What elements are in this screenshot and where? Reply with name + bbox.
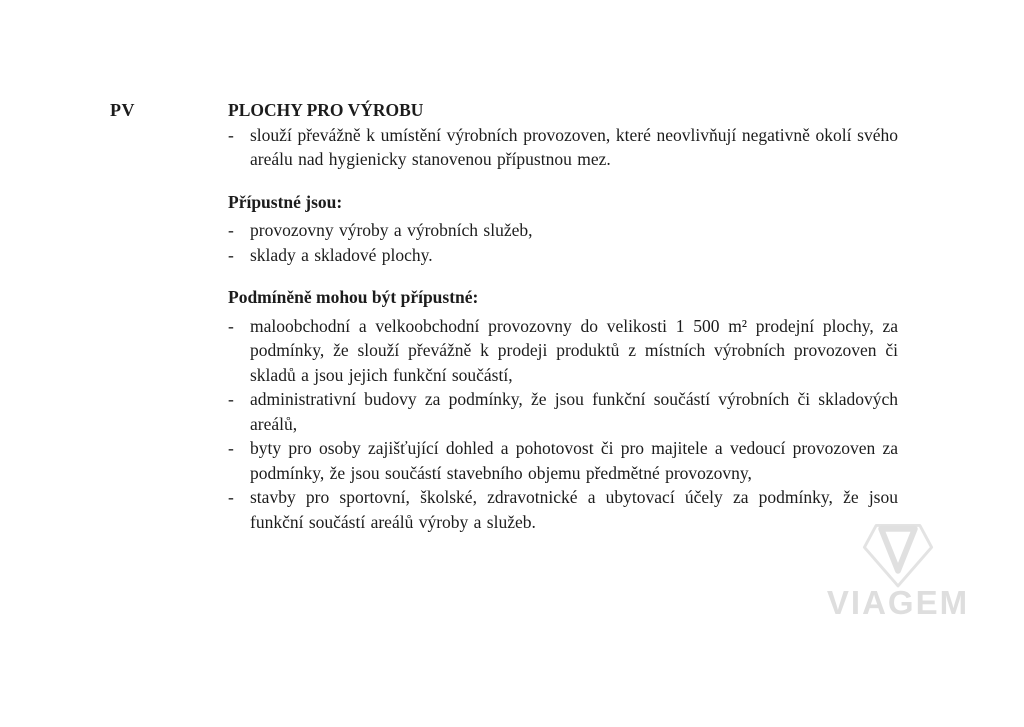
zoning-regulation-block [110,98,898,534]
bullet-text: stavby pro sportovní, školské, zdravotnické a ubytovací účely za podmínky, že jsou funkční součástí areálů výroby a služeb. [250,487,898,532]
viagem-watermark [818,520,978,619]
list-item [228,243,898,268]
bullet-text: sklady a skladové plochy. [250,244,433,265]
bullet-text: provozovny výroby a výrobních služeb, [250,220,533,240]
bullet-dash: - [228,244,234,265]
list-item [228,123,898,172]
zone-title: PLOCHY PRO VÝROBU [228,100,424,120]
bullet-dash: - [228,220,234,240]
list-item [228,218,898,243]
list-item [228,485,898,534]
bullet-text: administrativní budovy za podmínky, že jsou funkční součástí výrobních či skladových areálů, [250,389,898,434]
bullet-text: slouží převážně k umístění výrobních provozoven, které neovlivňují negativně okolí svého areálu nad hygienicky stanovenou přípustnou mez. [250,124,898,169]
section-heading-permitted: Přípustné jsou: [228,191,343,212]
watermark-text: VIAGEM [826,584,970,621]
bullet-dash: - [228,315,234,336]
bullet-dash: - [228,389,234,409]
bullet-dash: - [228,487,234,507]
zone-intro-list [228,123,898,172]
section-heading-conditional: Podmíněně mohou být přípustné: [228,287,479,307]
list-item [228,314,898,388]
bullet-text: maloobchodní a velkoobchodní provozovny do velikosti 1 500 m² prodejní plochy, za podmínky, že slouží převážně k prodeji produktů z místních výrobních provozoven či skladů a jsou jejich funkční součástí, [250,315,898,385]
bullet-text: byty pro osoby zajišťující dohled a pohotovost či pro majitele a vedoucí provozoven za podmínky, že jsou součástí stavebního objemu předmětné provozovny, [250,438,898,483]
conditional-list [228,314,898,535]
permitted-list [228,218,898,267]
zone-content [228,98,898,534]
zone-code: PV [110,100,135,120]
list-item [228,436,898,485]
bullet-dash: - [228,124,234,145]
bullet-dash: - [228,438,234,458]
list-item [228,387,898,436]
